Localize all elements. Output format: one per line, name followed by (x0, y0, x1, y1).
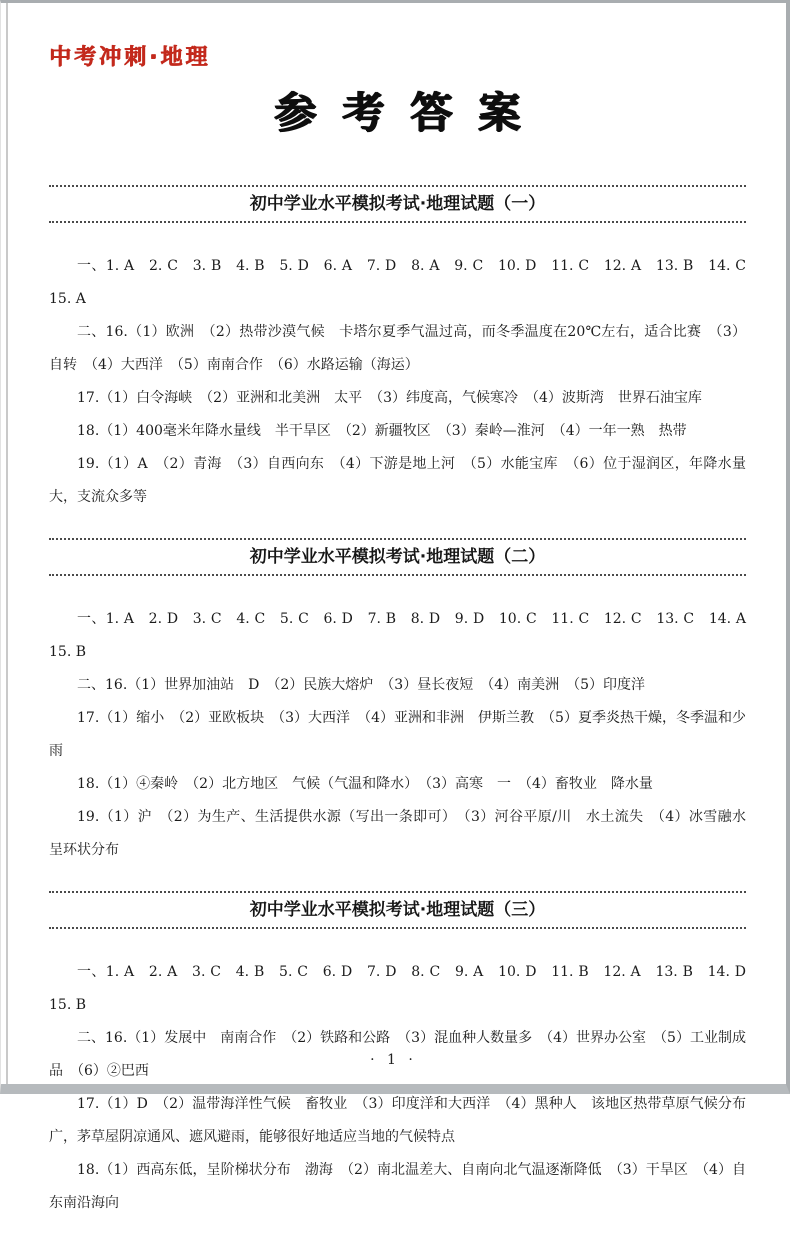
section-3-answers (49, 929, 760, 1234)
section-2-header (49, 538, 746, 576)
answer-line: 二、16.（1）发展中 南南合作 （2）铁路和公路 （3）混血种人数量多 （4）世界办公室 （5）工业制成品 （6）②巴西 (49, 1030, 746, 1079)
section-exam-1 (49, 185, 760, 528)
answer-line: 17.（1）缩小 （2）亚欧板块 （3）大西洋 （4）亚洲和非洲 伊斯兰教 （5）夏季炎热干燥，冬季温和少雨 (49, 710, 746, 759)
page-edge-left (6, 3, 8, 1084)
answer-line: 一、1. A 2. A 3. C 4. B 5. C 6. D 7. D 8. C 9. A 10. D 11. B 12. A 13. B 14. D 15. B (49, 964, 760, 1013)
section-exam-2 (49, 538, 760, 881)
section-1-answers (49, 223, 760, 528)
page-title: 参考答案 (274, 88, 547, 137)
answer-line: 一、1. A 2. D 3. C 4. C 5. C 6. D 7. B 8. D 9. D 10. C 11. C 12. C 13. C 14. A 15. B (49, 611, 760, 660)
dotted-rule (49, 538, 746, 540)
answer-line: 二、16.（1）欧洲 （2）热带沙漠气候 卡塔尔夏季气温过高，而冬季温度在20℃左右，适合比赛 （3）自转 （4）大西洋 （5）南南合作 （6）水路运输（海运） (49, 324, 746, 373)
section-3-title: 初中学业水平模拟考试·地理试题（三） (249, 900, 546, 920)
section-1-title: 初中学业水平模拟考试·地理试题（一） (249, 194, 546, 214)
page-number: · 1 · (370, 1052, 417, 1068)
section-2-title: 初中学业水平模拟考试·地理试题（二） (249, 547, 546, 567)
answer-line: 19.（1）A （2）青海 （3）自西向东 （4）下游是地上河 （5）水能宝库 （6）位于湿润区，年降水量大，支流众多等 (49, 456, 746, 505)
answer-line: 19.（1）沪 （2）为生产、生活提供水源（写出一条即可） （3）河谷平原/川 水土流失 （4）冰雪融水 呈环状分布 (49, 809, 760, 858)
section-3-header (49, 891, 746, 929)
answer-line: 18.（1）400毫米年降水量线 半干旱区 （2）新疆牧区 （3）秦岭—淮河 （4）一年一熟 热带 (77, 423, 687, 439)
answer-line: 一、1. A 2. C 3. B 4. B 5. D 6. A 7. D 8. A 9. C 10. D 11. C 12. A 13. B 14. C 15. A (49, 258, 760, 307)
dotted-rule (49, 185, 746, 187)
answer-line: 18.（1）西高东低，呈阶梯状分布 渤海 （2）南北温差大、自南向北气温逐渐降低 （3）干旱区 （4）自东南沿海向 (49, 1162, 746, 1211)
page-content (1, 3, 786, 1234)
answer-line: 二、16.（1）世界加油站 D （2）民族大熔炉 （3）昼长夜短 （4）南美洲 （5）印度洋 (77, 677, 646, 693)
section-1-header (49, 185, 746, 223)
answer-line: 17.（1）白令海峡 （2）亚洲和北美洲 太平 （3）纬度高，气候寒冷 （4）波斯湾 世界石油宝库 (77, 390, 702, 406)
answer-line: 17.（1）D （2）温带海洋性气候 畜牧业 （3）印度洋和大西洋 （4）黑种人 该地区热带草原气候分布广，茅草屋阴凉通风、遮风避雨，能够很好地适应当地的气候特点 (49, 1096, 746, 1145)
dotted-rule (49, 891, 746, 893)
book-brand: 中考冲刺·地理 (49, 45, 211, 70)
answer-line: 18.（1）④秦岭 （2）北方地区 气候（气温和降水） （3）高寒 一 （4）畜牧业 降水量 (77, 776, 653, 792)
section-2-answers (49, 576, 760, 881)
